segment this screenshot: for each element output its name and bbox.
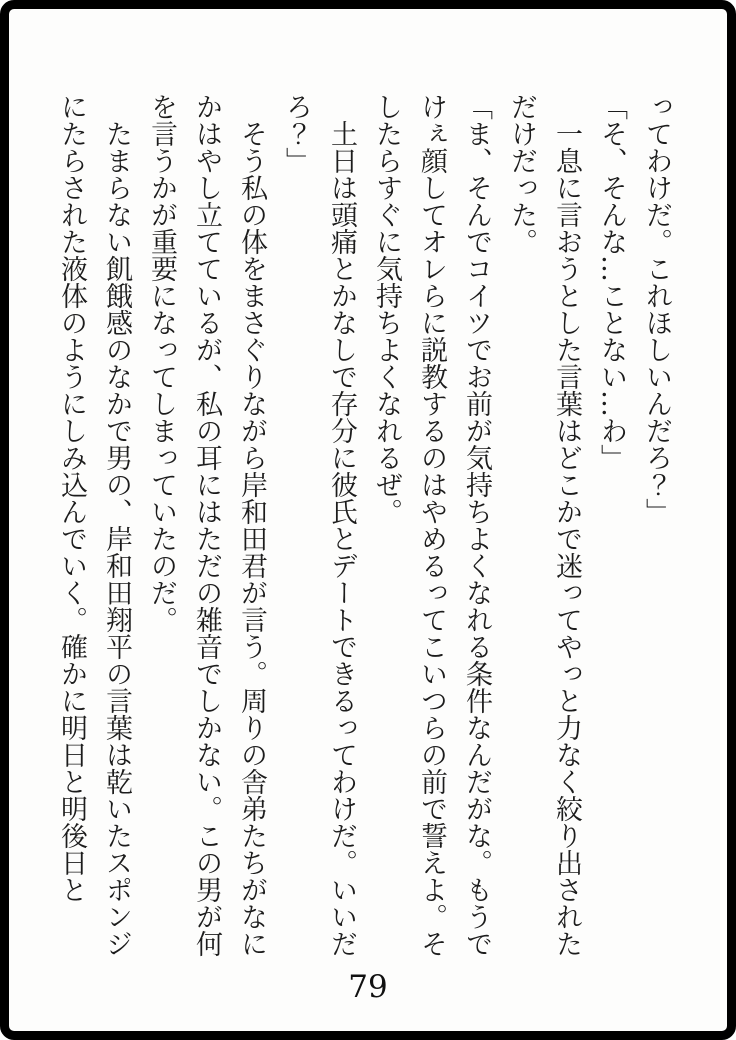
paragraph: ってわけだ。これほしいんだろ？」	[641, 93, 672, 525]
page-number: 79	[348, 969, 388, 1005]
paragraph: 「ま、そんでコイツでお前が気持ちよくなれる条件なんだがな。もうでけぇ顔してオレらに説教するのはやめるってこいつらの前で誓えよ。そしたらすぐに気持ちよくなれるぜ。	[371, 93, 492, 957]
paragraph: そう私の体をまさぐりながら岸和田君が言う。周りの舎弟たちがなにかはやし立てているが、私の耳にはただの雑音でしかない。この男が何を言うかが重要になってしまっていたのだ。	[146, 93, 267, 957]
paragraph: 「そ、そんな…ことない…わ」	[596, 93, 627, 471]
paragraph: 一息に言おうとした言葉はどこかで迷ってやっと力なく絞り出されただけだった。	[506, 93, 582, 957]
paragraph: たまらない飢餓感のなかで男の、岸和田翔平の言葉は乾いたスポンジにたらされた液体のようにしみ込んでいく。確かに明日と明後日と	[56, 93, 132, 957]
page-text	[47, 93, 679, 959]
paragraph: 土日は頭痛とかなしで存分に彼氏とデートできるってわけだ。いいだろ？」	[281, 93, 357, 957]
